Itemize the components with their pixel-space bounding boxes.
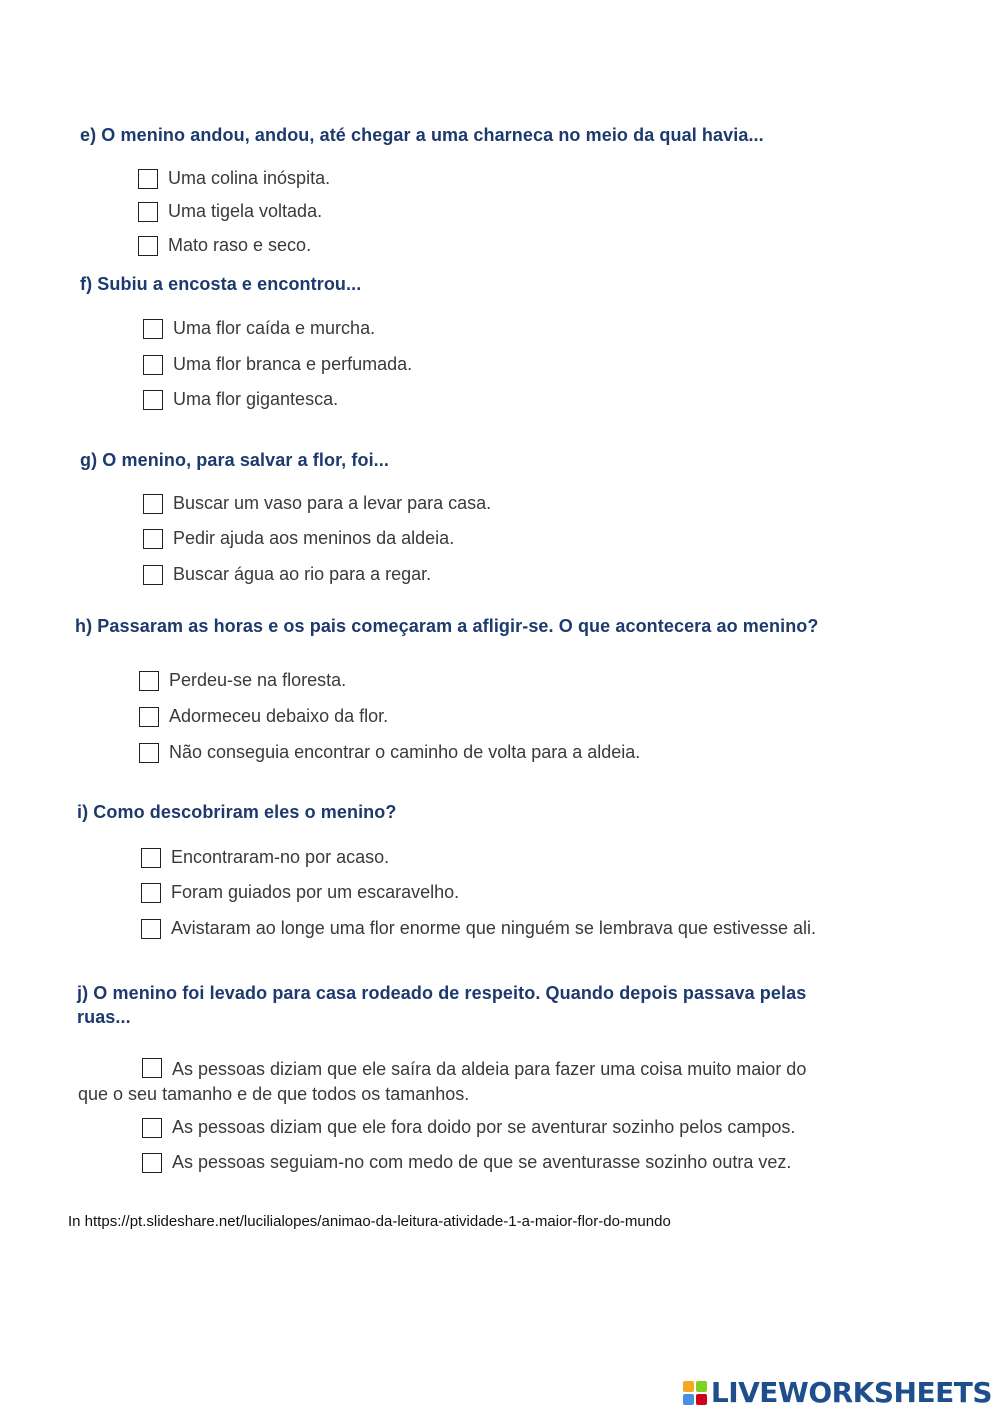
checkbox[interactable] [138, 202, 158, 222]
option-h1[interactable] [139, 670, 346, 691]
option-i3[interactable] [141, 918, 816, 939]
checkbox[interactable] [139, 707, 159, 727]
option-e2[interactable] [138, 201, 322, 222]
option-label: Uma flor caída e murcha. [173, 318, 376, 338]
option-label: Encontraram-no por acaso. [171, 847, 390, 867]
checkbox[interactable] [142, 1058, 162, 1078]
brand-name: LIVEWORKSHEETS [710, 1376, 992, 1409]
option-g2[interactable] [143, 528, 454, 549]
logo-icon [683, 1381, 707, 1405]
checkbox[interactable] [143, 319, 163, 339]
option-f1[interactable] [143, 318, 375, 339]
option-j3[interactable] [142, 1152, 791, 1173]
checkbox[interactable] [141, 883, 161, 903]
checkbox[interactable] [139, 671, 159, 691]
option-label: Perdeu-se na floresta. [169, 670, 347, 690]
option-f2[interactable] [143, 354, 412, 375]
option-g1[interactable] [143, 493, 491, 514]
checkbox[interactable] [142, 1153, 162, 1173]
option-label: As pessoas diziam que ele saíra da aldeia para fazer uma coisa muito maior do [172, 1059, 807, 1079]
option-label: Não conseguia encontrar o caminho de volta para a aldeia. [169, 742, 641, 762]
checkbox[interactable] [143, 355, 163, 375]
option-label: Adormeceu debaixo da flor. [169, 706, 389, 726]
option-label: Mato raso e seco. [168, 235, 312, 255]
question-f-prompt: f) Subiu a encosta e encontrou... [80, 274, 362, 294]
question-g-prompt: g) O menino, para salvar a flor, foi... [80, 450, 389, 470]
option-j1[interactable] [78, 1057, 898, 1107]
option-label: Buscar água ao rio para a regar. [173, 564, 432, 584]
source-citation: In https://pt.slideshare.net/lucilialopes/animao-da-leitura-atividade-1-a-maior-flor-do-mundo [68, 1213, 671, 1230]
checkbox[interactable] [143, 565, 163, 585]
liveworksheets-logo [683, 1376, 992, 1409]
option-label: Avistaram ao longe uma flor enorme que ninguém se lembrava que estivesse ali. [171, 918, 817, 938]
option-f3[interactable] [143, 389, 338, 410]
option-label: Uma flor gigantesca. [173, 389, 339, 409]
option-i2[interactable] [141, 882, 459, 903]
option-i1[interactable] [141, 847, 389, 868]
option-label: Foram guiados por um escaravelho. [171, 882, 460, 902]
option-e3[interactable] [138, 235, 311, 256]
question-j-prompt-line2: ruas... [77, 1007, 131, 1027]
checkbox[interactable] [143, 529, 163, 549]
checkbox[interactable] [141, 919, 161, 939]
logo-square [696, 1381, 707, 1392]
option-label: Uma colina inóspita. [168, 168, 331, 188]
option-g3[interactable] [143, 564, 431, 585]
question-j-prompt-line1: j) O menino foi levado para casa rodeado de respeito. Quando depois passava pelas [77, 983, 807, 1003]
logo-square [683, 1394, 694, 1405]
checkbox[interactable] [139, 743, 159, 763]
checkbox[interactable] [141, 848, 161, 868]
checkbox[interactable] [138, 236, 158, 256]
question-i-prompt: i) Como descobriram eles o menino? [77, 802, 397, 822]
option-label: Pedir ajuda aos meninos da aldeia. [173, 528, 455, 548]
option-label: Uma tigela voltada. [168, 201, 323, 221]
option-h3[interactable] [139, 742, 640, 763]
option-label: Buscar um vaso para a levar para casa. [173, 493, 492, 513]
checkbox[interactable] [143, 390, 163, 410]
option-label: As pessoas diziam que ele fora doido por se aventurar sozinho pelos campos. [172, 1117, 796, 1137]
logo-square [683, 1381, 694, 1392]
option-h2[interactable] [139, 706, 388, 727]
option-label-continued: que o seu tamanho e de que todos os tamanhos. [78, 1084, 470, 1104]
question-h-prompt: h) Passaram as horas e os pais começaram a afligir-se. O que acontecera ao menino? [75, 616, 819, 636]
option-j2[interactable] [142, 1117, 795, 1138]
checkbox[interactable] [138, 169, 158, 189]
checkbox[interactable] [143, 494, 163, 514]
question-e-prompt: e) O menino andou, andou, até chegar a uma charneca no meio da qual havia... [80, 125, 764, 145]
option-label: Uma flor branca e perfumada. [173, 354, 413, 374]
logo-square [696, 1394, 707, 1405]
option-label: As pessoas seguiam-no com medo de que se aventurasse sozinho outra vez. [172, 1152, 792, 1172]
option-e1[interactable] [138, 168, 330, 189]
checkbox[interactable] [142, 1118, 162, 1138]
